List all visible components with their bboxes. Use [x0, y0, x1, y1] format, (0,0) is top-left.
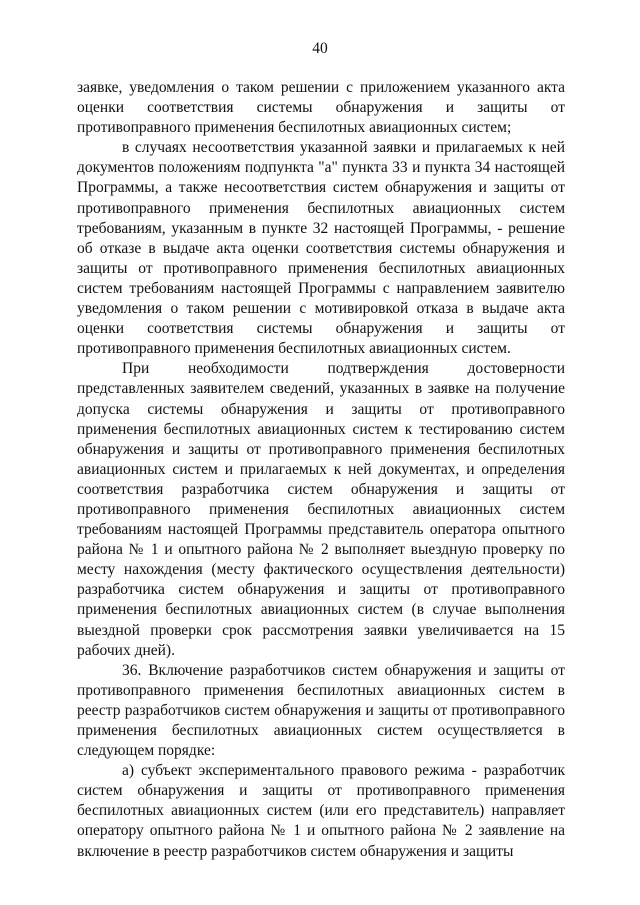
- page-number: 40: [312, 40, 328, 57]
- paragraph-subitem-a: а) субъект экспериментального правового режима - разработчик систем обнаружения и защиты от противоправного применения беспилотных авиационных систем (или его представитель) направляет оператору опытного района № 1 и опытного района № 2 заявление на включение в реестр разработчиков систем обнаружения и защиты: [77, 762, 565, 860]
- paragraph-onsite-inspection: При необходимости подтверждения достоверности представленных заявителем сведений, указанных в заявке на получение допуска системы обнаружения и защиты от противоправного применения беспилотных авиационных систем к тестированию систем обнаружения и защиты от противоправного применения беспилотных авиационных систем и прилагаемых к ней документах, и определения соответствия разработчика систем обнаружения и защиты от противоправного применения беспилотных авиационных систем требованиям настоящей Программы представитель оператора опытного района № 1 и опытного района № 2 выполняет выездную проверку по месту нахождения (месту фактического осуществления деятельности) разработчика систем обнаружения и защиты от противоправного применения беспилотных авиационных систем (в случае выполнения выездной проверки срок рассмотрения заявки увеличивается на 15 рабочих дней).: [77, 360, 565, 659]
- paragraph-refusal-case: в случаях несоответствия указанной заявки и прилагаемых к ней документов положениям подпункта "а" пункта 33 и пункта 34 настоящей Программы, а также несоответствия систем обнаружения и защиты от противоправного применения беспилотных авиационных систем требованиям, указанным в пункте 32 настоящей Программы, - решение об отказе в выдаче акта оценки соответствия системы обнаружения и защиты от противоправного применения беспилотных авиационных систем требованиям настоящей Программы с направлением заявителю уведомления о таком решении с мотивировкой отказа в выдаче акта оценки соответствия системы обнаружения и защиты от противоправного применения беспилотных авиационных систем.: [77, 139, 565, 358]
- paragraph-continuation: заявке, уведомления о таком решении с приложением указанного акта оценки соответствия системы обнаружения и защиты от противоправного применения беспилотных авиационных систем;: [77, 79, 565, 137]
- document-body: [77, 78, 565, 862]
- paragraph-item-36: 36. Включение разработчиков систем обнаружения и защиты от противоправного применения беспилотных авиационных систем в реестр разработчиков систем обнаружения и защиты от противоправного применения беспилотных авиационных систем осуществляется в следующем порядке:: [77, 661, 565, 760]
